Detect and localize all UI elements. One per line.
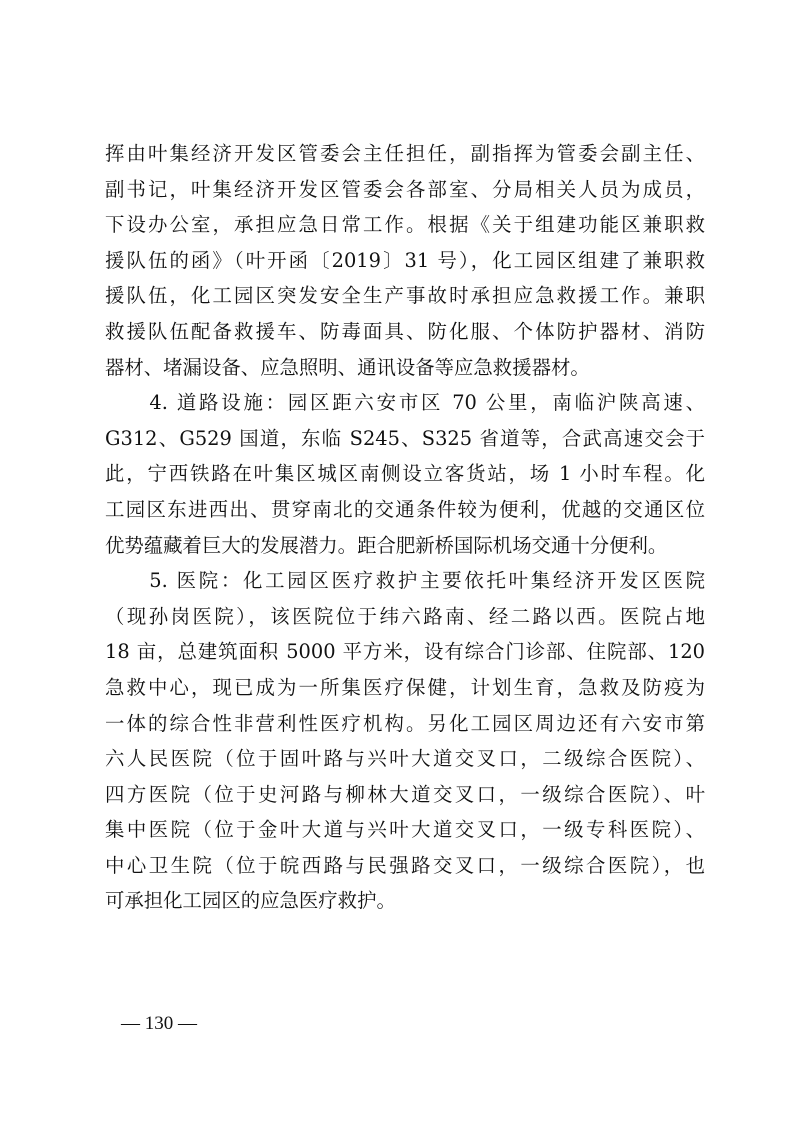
- text-line: 5. 医院：化工园区医疗救护主要依托叶集经济开发区医院: [105, 569, 705, 593]
- text-line: 下设办公室，承担应急日常工作。根据《关于组建功能区兼职救: [105, 213, 705, 237]
- text-line: 4. 道路设施：园区距六安市区 70 公里，南临沪陕高速、: [105, 391, 705, 415]
- text-line: 急救中心，现已成为一所集医疗保健，计划生育，急救及防疫为: [105, 675, 705, 699]
- text-line: 挥由叶集经济开发区管委会主任担任，副指挥为管委会副主任、: [105, 142, 705, 165]
- text-line: G312、G529 国道，东临 S245、S325 省道等，合武高速交会于: [105, 426, 705, 450]
- text-line: 援队伍，化工园区突发安全生产事故时承担应急救援工作。兼职: [105, 284, 705, 308]
- text-line: 救援队伍配备救援车、防毒面具、防化服、个体防护器材、消防: [105, 319, 705, 343]
- text-line: 工园区东进西出、贯穿南北的交通条件较为便利，优越的交通区位: [105, 497, 705, 521]
- body-text: [105, 136, 705, 919]
- page-number: — 130 —: [121, 1013, 197, 1034]
- text-line: 四方医院（位于史河路与柳林大道交叉口，一级综合医院）、叶: [105, 782, 705, 806]
- text-line: 援队伍的函》（叶开函〔2019〕31 号），化工园区组建了兼职救: [105, 248, 705, 272]
- text-line: 此，宁西铁路在叶集区城区南侧设立客货站，场 1 小时车程。化: [105, 462, 705, 486]
- text-line: 一体的综合性非营利性医疗机构。另化工园区周边还有六安市第: [105, 711, 705, 735]
- text-line: 集中医院（位于金叶大道与兴叶大道交叉口，一级专科医院）、: [105, 818, 705, 842]
- text-line: 六人民医院（位于固叶路与兴叶大道交叉口，二级综合医院）、: [105, 747, 705, 771]
- text-line: 中心卫生院（位于皖西路与民强路交叉口，一级综合医院），也: [105, 853, 705, 877]
- text-line: 可承担化工园区的应急医疗救护。: [105, 889, 396, 913]
- text-line: 优势蕴藏着巨大的发展潜力。距合肥新桥国际机场交通十分便利。: [105, 533, 668, 557]
- text-line: 器材、堵漏设备、应急照明、通讯设备等应急救援器材。: [105, 355, 590, 379]
- text-line: 18 亩，总建筑面积 5000 平方米，设有综合门诊部、住院部、120: [105, 640, 705, 664]
- text-line: 副书记，叶集经济开发区管委会各部室、分局相关人员为成员，: [105, 177, 705, 201]
- text-line: （现孙岗医院），该医院位于纬六路南、经二路以西。医院占地: [105, 604, 705, 628]
